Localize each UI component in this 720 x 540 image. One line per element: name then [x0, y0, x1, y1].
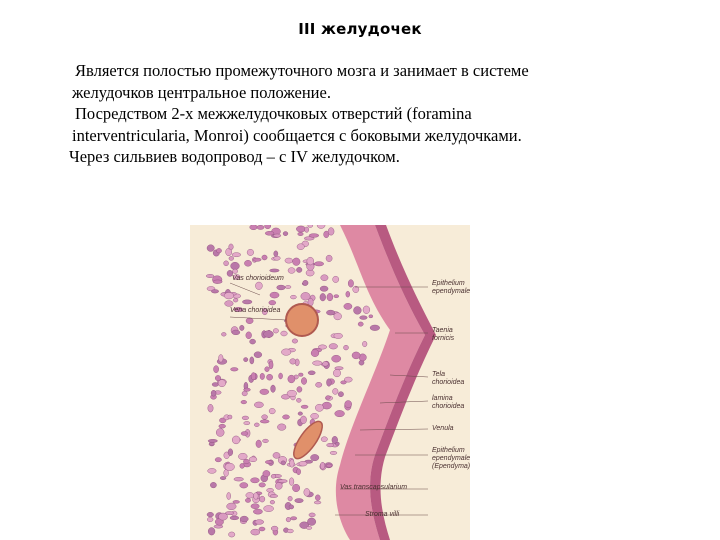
villus-cell: [303, 280, 308, 285]
villus-cell: [218, 380, 226, 387]
villus-cell: [251, 373, 256, 380]
villus-cell: [315, 495, 320, 501]
villus-cell: [229, 532, 235, 537]
villus-cell: [296, 226, 305, 232]
villus-cell: [297, 387, 302, 393]
label-vena-chorioidea: Vena chorioidea: [230, 307, 281, 314]
villus-cell: [326, 310, 334, 315]
villus-cell: [307, 257, 314, 265]
villus-cell: [289, 505, 294, 509]
villus-cell: [254, 352, 262, 358]
label-venula: Venula: [432, 425, 454, 432]
villus-cell: [321, 275, 328, 281]
villus-cell: [246, 492, 254, 498]
villus-cell: [265, 367, 270, 372]
villus-cell: [306, 526, 312, 529]
villus-cell: [254, 423, 259, 427]
villus-cell: [211, 390, 216, 396]
villus-cell: [228, 415, 232, 419]
villus-cell: [244, 388, 251, 391]
villus-cell: [326, 396, 331, 400]
villus-cell: [224, 292, 234, 299]
villus-cell: [330, 451, 337, 454]
villus-cell: [274, 251, 278, 257]
villus-cell: [311, 413, 319, 419]
villus-cell: [334, 295, 339, 298]
villus-cell: [309, 513, 315, 517]
villus-cell: [363, 306, 370, 314]
villus-cell: [317, 225, 325, 229]
villus-cell: [269, 408, 275, 414]
text-line-1: Является полостью промежуточного мозга и занимает в системе: [75, 61, 529, 80]
label-lamina-chorioidea: lamina chorioidea: [432, 395, 465, 410]
villus-cell: [320, 462, 325, 469]
villus-cell: [224, 261, 229, 266]
villus-cell: [308, 371, 315, 375]
villus-cell: [301, 405, 308, 408]
villus-cell: [333, 276, 339, 282]
villus-cell: [265, 225, 271, 229]
villus-cell: [242, 391, 247, 396]
villus-cell: [296, 398, 301, 402]
villus-cell: [290, 359, 296, 365]
villus-cell: [288, 268, 295, 274]
villus-cell: [273, 329, 278, 334]
villus-cell: [279, 373, 283, 379]
text-line-5: Через сильвиев водопровод – с IV желудочком.: [69, 147, 400, 166]
villus-cell: [215, 458, 221, 462]
villus-cell: [262, 255, 267, 260]
villus-cell: [220, 476, 226, 479]
villus-cell: [243, 459, 249, 464]
villus-cell: [346, 291, 350, 297]
vena-chorioidea-vessel: [286, 304, 318, 336]
villus-cell: [327, 379, 332, 387]
villus-cell: [219, 355, 224, 363]
text-line-2: желудочков центральное положение.: [72, 82, 331, 102]
villus-cell: [228, 449, 233, 456]
villus-cell: [271, 474, 276, 478]
villus-cell: [315, 404, 323, 411]
villus-cell: [263, 439, 269, 443]
villus-cell: [335, 442, 339, 445]
villus-cell: [301, 378, 306, 385]
villus-cell: [207, 512, 214, 517]
villus-cell: [269, 361, 273, 369]
villus-cell: [225, 301, 234, 307]
villus-cell: [281, 331, 288, 336]
villus-cell: [251, 504, 259, 509]
villus-cell: [254, 402, 263, 408]
villus-cell: [293, 258, 301, 266]
villus-cell: [232, 253, 241, 257]
villus-cell: [246, 332, 252, 339]
villus-cell: [314, 262, 323, 266]
histology-figure: [190, 225, 470, 540]
villus-cell: [271, 526, 278, 531]
villus-cell: [283, 232, 288, 236]
villus-cell: [270, 494, 277, 497]
villus-cell: [263, 470, 270, 476]
villus-cell: [250, 225, 258, 230]
villus-cell: [269, 300, 276, 305]
villus-cell: [260, 496, 265, 502]
villus-cell: [275, 482, 282, 489]
villus-cell: [298, 412, 303, 416]
villus-cell: [255, 282, 262, 290]
villus-cell: [240, 483, 248, 489]
villus-cell: [360, 316, 368, 320]
villus-cell: [208, 468, 217, 473]
villus-cell: [311, 454, 319, 460]
villus-cell: [362, 341, 367, 347]
villus-cell: [354, 307, 362, 315]
villus-cell: [278, 480, 288, 483]
villus-cell: [242, 416, 249, 420]
villus-cell: [292, 339, 298, 343]
villus-cell: [234, 477, 244, 481]
villus-cell: [320, 286, 328, 291]
villus-cell: [290, 460, 295, 468]
villus-cell: [285, 285, 291, 288]
villus-cell: [311, 350, 319, 357]
villus-cell: [233, 269, 238, 273]
villus-cell: [335, 367, 344, 370]
villus-cell: [333, 369, 340, 377]
villus-cell: [219, 424, 226, 428]
villus-cell: [227, 503, 237, 510]
villus-cell: [290, 517, 296, 520]
villus-cell: [332, 355, 341, 362]
villus-cell: [210, 482, 216, 488]
villus-cell: [270, 500, 275, 504]
villus-cell: [225, 463, 235, 471]
villus-cell: [326, 464, 332, 467]
villus-cell: [290, 295, 296, 299]
villus-cell: [238, 453, 247, 460]
villus-cell: [245, 498, 250, 502]
villus-cell: [313, 361, 323, 366]
villus-cell: [244, 260, 251, 266]
villus-cell: [285, 258, 293, 263]
villus-cell: [251, 478, 260, 483]
villus-cell: [229, 256, 234, 260]
villus-cell: [211, 290, 218, 294]
villus-cell: [253, 493, 258, 500]
villus-cell: [240, 516, 248, 522]
villus-cell: [297, 469, 301, 475]
villus-cell: [240, 463, 245, 468]
label-vas-transcapsularium: Vas transcapsularium: [340, 484, 408, 491]
villus-cell: [241, 400, 247, 404]
villus-cell: [295, 499, 304, 503]
villus-cell: [287, 390, 297, 397]
villus-cell: [344, 345, 349, 350]
villus-cell: [262, 415, 268, 420]
villus-cell: [260, 420, 269, 423]
villus-cell: [230, 516, 239, 520]
villus-cell: [218, 513, 227, 520]
villus-cell: [232, 436, 240, 444]
label-taenia-fornicis: Taenia fornicis: [432, 327, 455, 342]
label-epithelium-ependymale-2: Epithelium ependymale (Ependyma): [432, 447, 470, 470]
villus-cell: [208, 439, 217, 442]
villus-cell: [298, 232, 304, 235]
villus-cell: [271, 385, 276, 392]
villus-cell: [212, 383, 218, 387]
villus-cell: [233, 298, 238, 302]
villus-cell: [216, 429, 224, 437]
villus-cell: [333, 388, 339, 394]
villus-cell: [329, 344, 338, 350]
villus-cell: [251, 529, 260, 535]
villus-cell: [299, 373, 304, 376]
villus-cell: [264, 506, 274, 512]
villus-cell: [345, 401, 352, 408]
label-epithelium-ependymale: Epithelium ependymale: [432, 280, 470, 295]
villus-cell: [344, 303, 352, 309]
villus-cell: [267, 374, 273, 380]
text-line-4: interventricularia, Monroi) сообщается с боковыми желудочками.: [72, 125, 522, 145]
villus-cell: [216, 248, 221, 253]
villus-cell: [246, 318, 253, 324]
villus-cell: [241, 432, 248, 436]
villus-cell: [231, 368, 239, 372]
villus-cell: [300, 416, 306, 424]
villus-cell: [286, 517, 291, 522]
villus-cell: [213, 280, 222, 284]
villus-cell: [309, 234, 319, 238]
slide-title: III желудочек: [298, 20, 422, 38]
villus-cell: [270, 269, 280, 272]
villus-cell: [250, 339, 256, 344]
choroid-plexus-illustration: [190, 225, 470, 540]
villus-cell: [255, 520, 264, 525]
villus-cell: [273, 452, 280, 458]
villus-cell: [274, 256, 281, 260]
villus-cell: [296, 267, 302, 272]
villus-cell: [299, 461, 307, 466]
villus-cell: [281, 461, 286, 465]
villus-cell: [273, 234, 281, 237]
villus-cell: [253, 509, 262, 514]
villus-cell: [242, 300, 252, 304]
villus-cell: [208, 404, 213, 412]
label-stroma-villi: Stroma villi: [365, 511, 400, 518]
villus-cell: [306, 270, 314, 276]
villus-cell: [370, 325, 380, 331]
villus-cell: [304, 488, 310, 496]
villus-cell: [288, 496, 292, 501]
villus-cell: [249, 457, 257, 462]
villus-cell: [341, 381, 347, 384]
villus-cell: [207, 517, 213, 522]
text-line-3: Посредством 2-х межжелудочковых отверстий (foramina: [75, 104, 472, 123]
villus-cell: [264, 331, 274, 338]
villus-cell: [259, 527, 265, 531]
villus-cell: [233, 500, 240, 503]
villus-cell: [321, 437, 327, 442]
villus-cell: [244, 358, 248, 362]
villus-cell: [247, 249, 254, 255]
label-vas-chorioideum: Vas chorioideum: [232, 275, 284, 282]
villus-cell: [305, 227, 309, 232]
villus-cell: [328, 228, 334, 236]
villus-cell: [369, 315, 373, 318]
villus-cell: [207, 245, 214, 252]
villus-cell: [314, 501, 321, 504]
villus-cell: [231, 262, 240, 270]
villus-cell: [259, 483, 266, 487]
villus-cell: [208, 528, 215, 536]
villus-cell: [214, 366, 219, 373]
villus-cell: [265, 460, 272, 463]
villus-cell: [283, 415, 290, 419]
slide-body-text: [69, 60, 672, 168]
villus-cell: [348, 280, 353, 288]
villus-cell: [323, 361, 329, 366]
villus-cell: [256, 440, 262, 448]
villus-cell: [334, 313, 342, 320]
villus-cell: [326, 255, 332, 262]
villus-cell: [287, 529, 293, 533]
villus-cell: [335, 410, 345, 416]
villus-cell: [257, 225, 264, 229]
villus-cell: [244, 421, 250, 424]
villus-cell: [277, 285, 286, 290]
villus-cell: [229, 244, 234, 250]
villus-cell: [227, 492, 231, 499]
villus-cell: [250, 357, 254, 364]
villus-cell: [292, 484, 299, 492]
villus-cell: [253, 258, 261, 261]
villus-cell: [358, 322, 363, 326]
villus-cell: [338, 392, 343, 397]
label-tela-chorioidea: Tela chorioidea: [432, 371, 465, 386]
villus-cell: [260, 373, 265, 379]
villus-cell: [320, 293, 326, 301]
villus-cell: [270, 292, 279, 298]
villus-cell: [288, 375, 295, 383]
villus-cell: [206, 274, 214, 277]
villus-cell: [281, 349, 291, 356]
villus-cell: [316, 382, 322, 387]
villus-cell: [289, 478, 294, 486]
villus-cell: [260, 389, 269, 395]
villus-cell: [327, 443, 334, 447]
villus-cell: [308, 225, 313, 228]
villus-cell: [277, 424, 286, 431]
villus-cell: [297, 244, 304, 250]
villus-cell: [232, 330, 240, 335]
villus-cell: [327, 293, 333, 301]
villus-cell: [352, 352, 360, 359]
villus-cell: [221, 332, 226, 336]
villus-cell: [240, 325, 245, 330]
villus-cell: [334, 333, 343, 338]
villus-cell: [307, 518, 315, 526]
